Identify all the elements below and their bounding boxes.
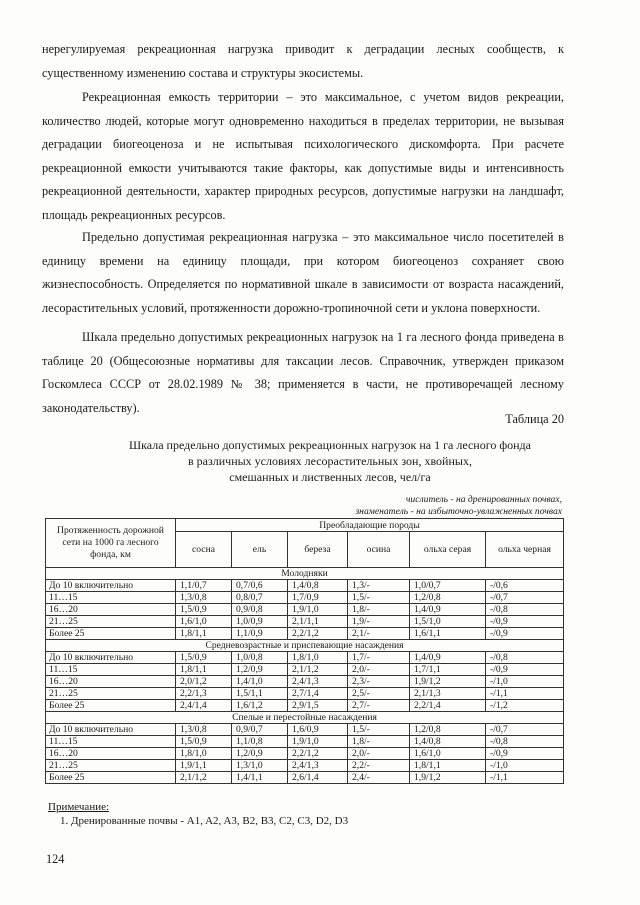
note-title: Примечание: [48, 801, 110, 813]
table-row [46, 580, 564, 592]
table-cell: 2,3/- [348, 676, 410, 688]
section-row [46, 568, 564, 580]
section-row [46, 640, 564, 652]
table-cell: 1,8/- [348, 736, 410, 748]
table-row [46, 724, 564, 736]
table-cell: 2,0/- [348, 748, 410, 760]
table-body [46, 568, 564, 784]
header-species: сосна [176, 532, 232, 568]
row-label: 21…25 [46, 760, 176, 772]
table-cell: -/0,6 [486, 580, 564, 592]
legend-numerator: числитель - на дренированных почвах, [405, 494, 562, 505]
row-label: До 10 включительно [46, 724, 176, 736]
row-label: Более 25 [46, 628, 176, 640]
table-label: Таблица 20 [505, 412, 564, 426]
table-row [46, 676, 564, 688]
table-cell: 2,7/- [348, 700, 410, 712]
table-cell: -/0,8 [486, 604, 564, 616]
table-cell: 2,2/1,2 [288, 628, 348, 640]
row-label: Более 25 [46, 700, 176, 712]
recreational-load-table [45, 518, 564, 784]
table-cell: 1,9/1,0 [288, 736, 348, 748]
table-cell: 0,8/0,7 [232, 592, 288, 604]
table-cell: -/0,8 [486, 652, 564, 664]
table-row [46, 700, 564, 712]
table-cell: 2,6/1,4 [288, 772, 348, 784]
header-species: береза [288, 532, 348, 568]
table-cell: 1,7/1,1 [410, 664, 486, 676]
section-title: Молодняки [46, 568, 564, 580]
header-species-group: Преобладающие породы [176, 519, 564, 532]
table-cell: -/0,9 [486, 628, 564, 640]
table-cell: 1,1/0,7 [176, 580, 232, 592]
section-title: Спелые и перестойные насаждения [46, 712, 564, 724]
table-cell: 1,9/- [348, 616, 410, 628]
table-cell: 2,1/1,2 [288, 664, 348, 676]
table-cell: 1,5/0,9 [176, 652, 232, 664]
table-cell: 1,4/0,8 [288, 580, 348, 592]
row-label: До 10 включительно [46, 580, 176, 592]
table-cell: 1,9/1,0 [288, 604, 348, 616]
table-cell: -/0,8 [486, 736, 564, 748]
table-cell: 1,9/1,1 [176, 760, 232, 772]
row-label: 11…15 [46, 664, 176, 676]
table-cell: 2,0/1,2 [176, 676, 232, 688]
table-cell: -/1,2 [486, 700, 564, 712]
row-label: 11…15 [46, 736, 176, 748]
row-label: 16…20 [46, 676, 176, 688]
table-cell: 2,9/1,5 [288, 700, 348, 712]
table-title-line: в различных условиях лесорастительных зон, хвойных, [188, 454, 472, 468]
table-cell: 2,4/1,3 [288, 676, 348, 688]
table-cell: 1,8/- [348, 604, 410, 616]
table-cell: 1,6/1,0 [176, 616, 232, 628]
table-cell: 1,9/1,2 [410, 772, 486, 784]
table-cell: -/1,0 [486, 676, 564, 688]
table-cell: -/0,7 [486, 592, 564, 604]
page-number: 124 [46, 852, 65, 866]
table-cell: 1,9/1,2 [410, 676, 486, 688]
row-label: 21…25 [46, 688, 176, 700]
table-cell: 1,6/1,2 [232, 700, 288, 712]
table-cell: 2,2/1,3 [176, 688, 232, 700]
table-cell: 1,2/0,8 [410, 724, 486, 736]
table-cell: 1,8/1,0 [288, 652, 348, 664]
paragraph-intro: нерегулируемая рекреационная нагрузка приводит к деградации лесных сообществ, к существенному изменению состава и структуры экосистемы. [42, 42, 564, 80]
table-row [46, 688, 564, 700]
table-cell: 1,7/0,9 [288, 592, 348, 604]
table-cell: 1,0/0,7 [410, 580, 486, 592]
table-title [80, 437, 580, 485]
row-label: 11…15 [46, 592, 176, 604]
table-cell: 0,7/0,6 [232, 580, 288, 592]
table-cell: 1,6/1,1 [410, 628, 486, 640]
table-cell: 1,5/0,9 [176, 604, 232, 616]
table-row [46, 652, 564, 664]
table-cell: 0,9/0,7 [232, 724, 288, 736]
paragraph-recreational-capacity: Рекреационная емкость территории – это максимальное, с учетом видов рекреации, количество людей, которые могут одновременно находиться в пределах территории, не вызывая деградации биогеоценоза и не испытывая психологического дискомфорта. При расчете рекреационной емкости учитываются такие факторы, как допустимые виды и интенсивность рекреационной деятельности, характер природных ресурсов, допустимые нагрузки на ландшафт, площадь рекреационных ресурсов. [42, 90, 564, 222]
table-cell: 2,4/- [348, 772, 410, 784]
table-cell: 1,8/1,0 [176, 748, 232, 760]
header-species: осина [348, 532, 410, 568]
table-cell: 1,8/1,1 [410, 760, 486, 772]
table-cell: -/1,1 [486, 688, 564, 700]
table-row [46, 592, 564, 604]
table-cell: 1,7/- [348, 652, 410, 664]
table-cell: 2,1/1,1 [288, 616, 348, 628]
table-cell: 2,1/1,2 [176, 772, 232, 784]
table-cell: 2,4/1,3 [288, 760, 348, 772]
table-cell: 0,9/0,8 [232, 604, 288, 616]
table-cell: 2,1/- [348, 628, 410, 640]
table-cell: -/1,0 [486, 760, 564, 772]
table-row [46, 748, 564, 760]
table-cell: -/0,7 [486, 724, 564, 736]
table-cell: 1,3/1,0 [232, 760, 288, 772]
table-cell: 1,3/- [348, 580, 410, 592]
header-species: ель [232, 532, 288, 568]
table-cell: 1,5/- [348, 592, 410, 604]
row-label: 16…20 [46, 748, 176, 760]
table-row [46, 664, 564, 676]
table-cell: 1,4/1,0 [232, 676, 288, 688]
table-row [46, 604, 564, 616]
table-cell: 1,3/0,8 [176, 724, 232, 736]
table-cell: 1,0/0,8 [232, 652, 288, 664]
table-cell: -/0,9 [486, 664, 564, 676]
table-row [46, 628, 564, 640]
table-cell: 2,2/1,2 [288, 748, 348, 760]
table-cell: 1,4/1,1 [232, 772, 288, 784]
section-title: Средневозрастные и приспевающие насаждения [46, 640, 564, 652]
table-cell: 1,4/0,9 [410, 604, 486, 616]
table-cell: 1,2/0,8 [410, 592, 486, 604]
table-cell: 1,6/1,0 [410, 748, 486, 760]
table-cell: 1,8/1,1 [176, 628, 232, 640]
header-road-network: Протяженность дорожной сети на 1000 га лесного фонда, км [46, 519, 176, 568]
note-item: 1. Дренированные почвы - A1, A2, A3, B2, B3, C2, C3, D2, D3 [60, 815, 349, 827]
row-label: До 10 включительно [46, 652, 176, 664]
table-cell: 1,6/0,9 [288, 724, 348, 736]
table-cell: 1,4/0,9 [410, 652, 486, 664]
header-species: ольха серая [410, 532, 486, 568]
table-cell: 1,3/0,8 [176, 592, 232, 604]
table-cell: 2,0/- [348, 664, 410, 676]
table-cell: 1,5/0,9 [176, 736, 232, 748]
header-species: ольха черная [486, 532, 564, 568]
table-cell: 2,2/1,4 [410, 700, 486, 712]
table-cell: 1,8/1,1 [176, 664, 232, 676]
table-cell: 1,5/1,1 [232, 688, 288, 700]
row-label: 21…25 [46, 616, 176, 628]
table-row [46, 616, 564, 628]
table-cell: 1,1/0,9 [232, 628, 288, 640]
table-cell: -/1,1 [486, 772, 564, 784]
table-row [46, 736, 564, 748]
table-row [46, 772, 564, 784]
table-cell: 2,1/1,3 [410, 688, 486, 700]
table-cell: 1,5/- [348, 724, 410, 736]
table-cell: 1,4/0,8 [410, 736, 486, 748]
section-row [46, 712, 564, 724]
table-cell: -/0,9 [486, 748, 564, 760]
table-cell: 2,7/1,4 [288, 688, 348, 700]
table-title-line: Шкала предельно допустимых рекреационных нагрузок на 1 га лесного фонда [129, 438, 531, 452]
table-cell: 1,2/0,9 [232, 748, 288, 760]
table-row [46, 760, 564, 772]
table-cell: 1,0/0,9 [232, 616, 288, 628]
row-label: 16…20 [46, 604, 176, 616]
table-cell: 2,4/1,4 [176, 700, 232, 712]
row-label: Более 25 [46, 772, 176, 784]
table-cell: 1,1/0,8 [232, 736, 288, 748]
table-cell: 1,2/0,9 [232, 664, 288, 676]
table-title-line: смешанных и лиственных лесов, чел/га [229, 470, 431, 484]
table-cell: 1,5/1,0 [410, 616, 486, 628]
table-cell: 2,5/- [348, 688, 410, 700]
table-cell: 2,2/- [348, 760, 410, 772]
paragraph-max-load: Предельно допустимая рекреационная нагрузка – это максимальное число посетителей в единицу времени на единицу площади, при котором биогеоценоз сохраняет свою жизнеспособность. Определяется по нормативной шкале в зависимости от возраста насаждений, лесорастительных условий, протяженности дорожно-тропиночной сети и уклона поверхности. [42, 230, 564, 315]
legend-denominator: знаменатель - на избыточно-увлажненных почвах [300, 506, 562, 519]
paragraph-scale-reference: Шкала предельно допустимых рекреационных нагрузок на 1 га лесного фонда приведена в таблице 20 (Общесоюзные нормативы для таксации лесов. Справочник, утвержден приказом Госкомлеса СССР от 28.02.1989 № 38; применяется в части, не противоречащей лесному законодательству). [42, 330, 564, 415]
table-cell: -/0,9 [486, 616, 564, 628]
